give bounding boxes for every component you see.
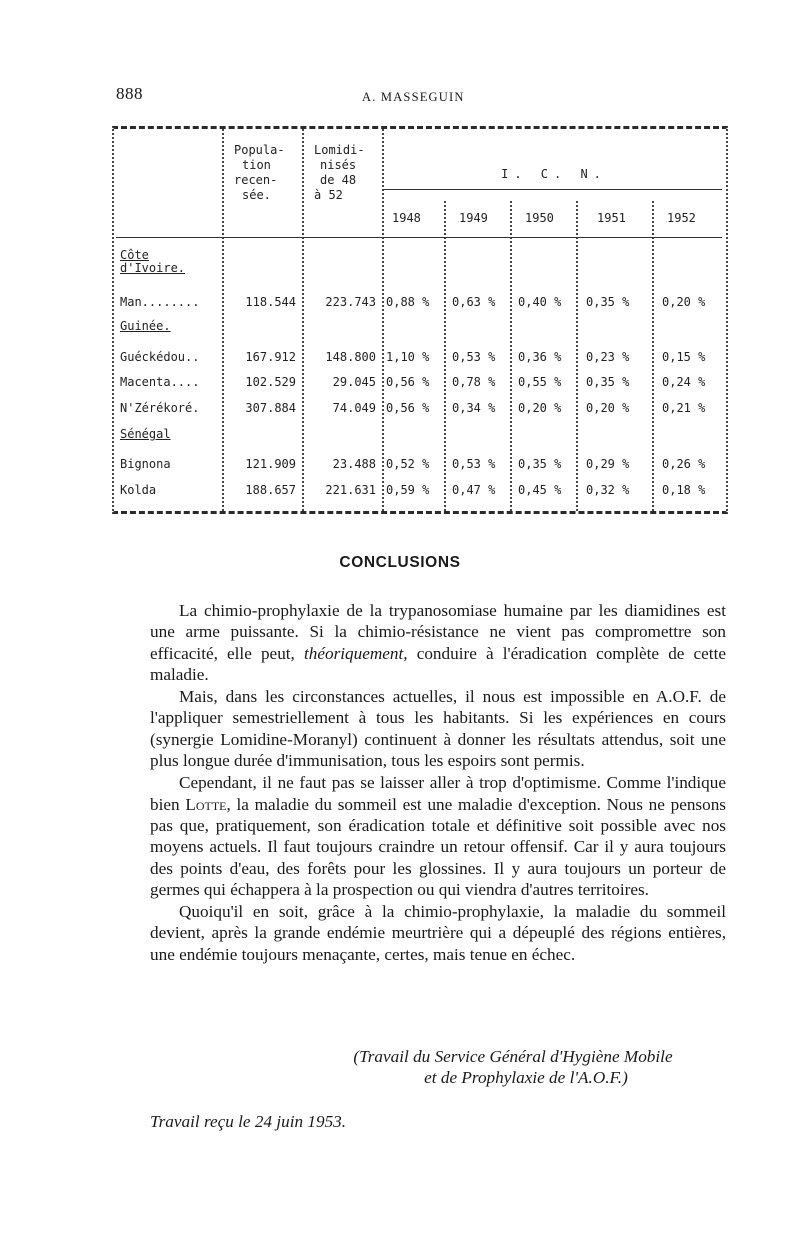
icn-value: 0,32 %: [586, 483, 630, 497]
icn-header: I. C. N.: [501, 167, 607, 181]
group-label: Guinée.: [120, 319, 171, 333]
credit-line: et de Prophylaxie de l'A.O.F.): [424, 1068, 628, 1088]
section-title: CONCLUSIONS: [339, 554, 461, 571]
header-rule: [382, 189, 722, 190]
column-divider: [382, 129, 384, 511]
lomidi-value: 23.488: [332, 457, 376, 471]
icn-value: 0,88 %: [386, 295, 430, 309]
population-header: [234, 143, 285, 203]
header-rule: [116, 237, 722, 238]
icn-value: 0,56 %: [386, 401, 430, 415]
paragraph: [150, 600, 726, 685]
icn-value: 0,15 %: [662, 350, 706, 364]
received-date: Travail reçu le 24 juin 1953.: [150, 1112, 347, 1131]
year-header: 1951: [597, 211, 626, 225]
population-value: 307.884: [245, 401, 296, 415]
row-label: Macenta....: [120, 375, 200, 389]
column-divider: [302, 129, 304, 511]
icn-value: 0,23 %: [586, 350, 630, 364]
lomidi-value: 221.631: [325, 483, 376, 497]
lomidi-value: 29.045: [332, 375, 376, 389]
column-divider: [510, 201, 512, 511]
icn-value: 0,34 %: [452, 401, 496, 415]
year-header: 1949: [459, 211, 488, 225]
icn-value: 0,40 %: [518, 295, 562, 309]
header-line: sée.: [242, 188, 271, 202]
icn-value: 0,63 %: [452, 295, 496, 309]
header-line: tion: [242, 158, 271, 172]
icn-value: 0,52 %: [386, 457, 430, 471]
icn-value: 0,78 %: [452, 375, 496, 389]
icn-table: [112, 126, 728, 514]
header-line: à 52: [314, 188, 343, 202]
header-line: nisés: [320, 158, 357, 172]
icn-value: 0,24 %: [662, 375, 706, 389]
population-value: 121.909: [245, 457, 296, 471]
credit-line: (Travail du Service Général d'Hygiène Mobile: [353, 1047, 673, 1066]
icn-value: 0,21 %: [662, 401, 706, 415]
header-line: de 48: [320, 173, 357, 187]
row-label: Bignona: [120, 457, 171, 471]
column-divider: [652, 201, 654, 511]
icn-value: 0,35 %: [586, 375, 630, 389]
lomidi-value: 148.800: [325, 350, 376, 364]
lomidi-value: 74.049: [332, 401, 376, 415]
icn-value: 0,18 %: [662, 483, 706, 497]
conclusions-body: [150, 600, 726, 966]
group-label: Sénégal: [120, 427, 171, 441]
row-label: Kolda: [120, 483, 157, 497]
column-divider: [444, 201, 446, 511]
paragraph: Mais, dans les circonstances actuelles, il nous est impossible en A.O.F. de l'appliquer semestriellement à tous les habitants. Si les expériences en cours (synergie Lomidine-Moranyl) continuent à donner les résultats attendus, soit une plus longue durée d'immunisation, tous les espoirs sont permis.: [150, 687, 726, 771]
lomidi-value: 223.743: [325, 295, 376, 309]
column-divider: [576, 201, 578, 511]
text-run: La chimio-prophylaxie de la trypanosomiase humaine par les diamidines est une arme puissante. Si la chimio-résistance ne vient pas compromettre son efficacité, elle peut,: [150, 601, 726, 663]
icn-value: 0,35 %: [518, 457, 562, 471]
year-header: 1948: [392, 211, 421, 225]
row-label: Man........: [120, 295, 200, 309]
emphasis: théoriquement,: [303, 643, 408, 663]
text-run: Cependant, il ne faut pas se laisser aller à trop d'optimisme. Comme l'indique bien: [150, 773, 726, 814]
icn-value: 0,47 %: [452, 483, 496, 497]
population-value: 188.657: [245, 483, 296, 497]
author-name: Lotte: [185, 794, 227, 814]
page-number: 888: [116, 84, 143, 103]
paragraph: [150, 772, 726, 900]
population-value: 167.912: [245, 350, 296, 364]
row-label: Guéckédou..: [120, 350, 200, 364]
credit: [300, 1046, 726, 1089]
paragraph: Quoiqu'il en soit, grâce à la chimio-prophylaxie, la maladie du sommeil devient, après la grande endémie meurtrière qui a dépeuplé des régions entières, une endémie toujours menaçante, certes, mais tenue en échec.: [150, 902, 726, 964]
header-line: Lomidi-: [314, 143, 365, 157]
icn-value: 0,55 %: [518, 375, 562, 389]
population-value: 118.544: [245, 295, 296, 309]
icn-value: 0,29 %: [586, 457, 630, 471]
running-head: A. MASSEGUIN: [362, 90, 465, 104]
column-divider: [222, 129, 224, 511]
year-header: 1950: [525, 211, 554, 225]
row-label: N'Zérékoré.: [120, 401, 200, 415]
icn-value: 0,35 %: [586, 295, 630, 309]
icn-value: 0,36 %: [518, 350, 562, 364]
group-label: Côte d'Ivoire.: [120, 248, 186, 275]
header-line: recen-: [234, 173, 278, 187]
icn-value: 0,20 %: [662, 295, 706, 309]
population-value: 102.529: [245, 375, 296, 389]
icn-value: 0,53 %: [452, 350, 496, 364]
icn-value: 1,10 %: [386, 350, 430, 364]
lomidi-header: [314, 143, 365, 203]
icn-value: 0,53 %: [452, 457, 496, 471]
icn-value: 0,56 %: [386, 375, 430, 389]
icn-value: 0,59 %: [386, 483, 430, 497]
icn-value: 0,45 %: [518, 483, 562, 497]
text-run: , la maladie du sommeil est une maladie d'exception. Nous ne pensons pas que, pratiquement, son éradication totale et définitive soit possible avec nos moyens actuels. Il faut toujours craindre un retour offensif. Car il y aura toujours des points d'eau, des forêts pour les glossines. Il y aura toujours un porteur de germes qui échappera à la prospection ou qui viendra d'autres territoires.: [150, 794, 726, 899]
text-run: conduire à l'éradication complète de cette maladie.: [150, 643, 726, 684]
icn-value: 0,20 %: [518, 401, 562, 415]
header-line: Popula-: [234, 143, 285, 157]
year-header: 1952: [667, 211, 696, 225]
icn-value: 0,20 %: [586, 401, 630, 415]
icn-value: 0,26 %: [662, 457, 706, 471]
